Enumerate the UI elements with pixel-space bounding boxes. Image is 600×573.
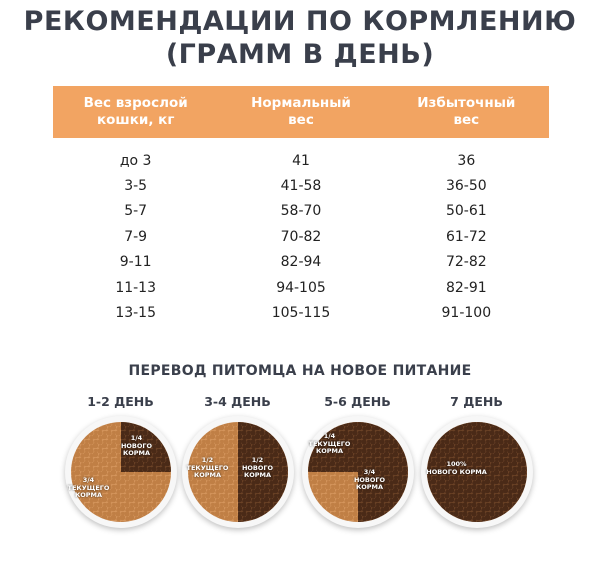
cell-normal: 105-115 — [271, 305, 331, 322]
cell-overweight: 36-50 — [445, 178, 487, 195]
cell-normal: 82-94 — [280, 254, 322, 271]
cell-weight: 7-9 — [124, 228, 148, 245]
cell-overweight: 91-100 — [441, 305, 492, 322]
transition-plates — [63, 392, 543, 522]
table-row — [53, 250, 549, 275]
table-row — [53, 300, 549, 325]
header-normal: Нормальный вес — [251, 95, 351, 128]
cell-normal: 41 — [292, 152, 310, 169]
header-weight: Вес взрослой кошки, кг — [83, 95, 188, 128]
stage-label: 5-6 ДЕНЬ — [324, 394, 391, 409]
cell-normal: 70-82 — [280, 228, 322, 245]
page-title-unit: (ГРАММ В ДЕНЬ) — [165, 39, 435, 70]
cell-overweight: 82-91 — [445, 279, 487, 296]
cell-weight: до 3 — [119, 152, 152, 169]
new-food-label: 3/4 НОВОГО КОРМА — [353, 468, 386, 491]
stage-label: 1-2 ДЕНЬ — [87, 394, 154, 409]
food-bowl — [421, 416, 533, 528]
old-food-label: 1/2 ТЕКУЩЕГО КОРМА — [186, 456, 229, 479]
new-food-label: 1/4 НОВОГО КОРМА — [120, 434, 153, 457]
cell-weight: 3-5 — [124, 178, 148, 195]
old-food-label: 3/4 ТЕКУЩЕГО КОРМА — [67, 476, 110, 499]
transition-stage — [180, 392, 295, 528]
old-food-label: 1/4 ТЕКУЩЕГО КОРМА — [308, 432, 351, 455]
cell-normal: 94-105 — [276, 279, 326, 296]
transition-stage — [300, 392, 415, 528]
cell-overweight: 72-82 — [445, 254, 487, 271]
new-food-label: 1/2 НОВОГО КОРМА — [241, 456, 274, 479]
table-row — [53, 224, 549, 249]
food-bowl — [302, 416, 414, 528]
stage-label: 7 ДЕНЬ — [450, 394, 503, 409]
cell-overweight: 50-61 — [445, 203, 487, 220]
food-bowl — [65, 416, 177, 528]
page-title: РЕКОМЕНДАЦИИ ПО КОРМЛЕНИЮ — [23, 6, 577, 37]
table-row — [53, 199, 549, 224]
cell-normal: 58-70 — [280, 203, 322, 220]
feeding-table — [53, 86, 549, 326]
table-body — [53, 138, 549, 326]
cell-overweight: 36 — [457, 152, 476, 169]
table-row — [53, 173, 549, 198]
header-overweight: Избыточный вес — [417, 95, 516, 128]
table-row — [53, 148, 549, 173]
cell-weight: 11-13 — [115, 279, 156, 296]
transition-stage — [419, 392, 534, 528]
cell-weight: 5-7 — [124, 203, 148, 220]
cell-weight: 9-11 — [119, 254, 152, 271]
food-bowl — [182, 416, 294, 528]
stage-label: 3-4 ДЕНЬ — [204, 394, 271, 409]
cell-normal: 41-58 — [280, 178, 322, 195]
new-food-label: 100% НОВОГО КОРМА — [426, 460, 487, 476]
cell-overweight: 61-72 — [445, 228, 487, 245]
table-row — [53, 275, 549, 300]
cell-weight: 13-15 — [115, 305, 156, 322]
table-header — [53, 86, 549, 138]
transition-stage — [63, 392, 178, 528]
transition-title: ПЕРЕВОД ПИТОМЦА НА НОВОЕ ПИТАНИЕ — [128, 363, 472, 379]
